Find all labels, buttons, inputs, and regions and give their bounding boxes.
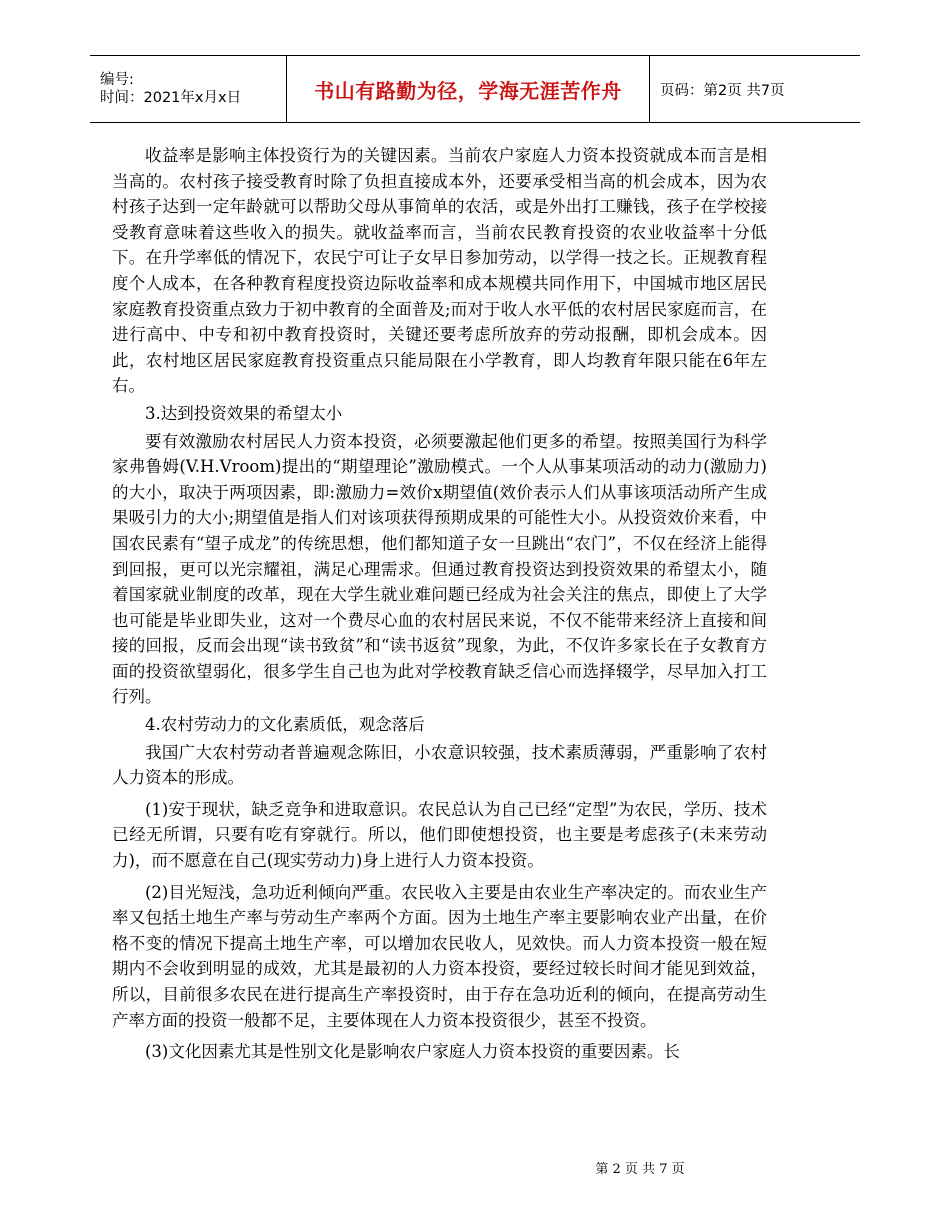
- header-meta: [90, 56, 286, 122]
- doc-time-label: 时间：2021年x月x日: [100, 90, 242, 106]
- section-heading-3: 3.达到投资效果的希望太小: [145, 403, 343, 423]
- paragraph-returns: 收益率是影响主体投资行为的关键因素。当前农户家庭人力资本投资就成本而言是相当高的。农村孩子接受教育时除了负担直接成本外，还要承受相当高的机会成本，因为农村孩子达到一定年龄就可以帮助父母从事简单的农活，或是外出打工赚钱，孩子在学校接受教育意味着这些收入的损失。就收益率而言，当前农民教育投资的农业收益率十分低下。在升学率低的情况下，农民宁可让子女早日参加劳动，以学得一技之长。正规教育程度个人成本，在各种教育程度投资边际收益率和成本规模共同作用下，中国城市地区居民家庭教育投资重点致力于初中教育的全面普及;而对于收人水平低的农村居民家庭而言，在进行高中、中专和初中教育投资时，关键还要考虑所放弃的劳动报酬，即机会成本。因此，农村地区居民家庭教育投资重点只能局限在小学教育，即人均教育年限只能在6年左右。: [112, 146, 767, 396]
- document-body: [112, 143, 767, 1065]
- paragraph-point-1: (1)安于现状，缺乏竞争和进取意识。农民总认为自己已经“定型”为农民，学历、技术已经无所谓，只要有吃有穿就行。所以，他们即使想投资，也主要是考虑孩子(未来劳动力)，而不愿意在自己(现实劳动力)身上进行人力资本投资。: [112, 799, 767, 871]
- page-header: [90, 55, 860, 123]
- paragraph-point-2: (2)目光短浅，急功近利倾向严重。农民收入主要是由农业生产率决定的。而农业生产率又包括土地生产率与劳动生产率两个方面。因为土地生产率主要影响农业产出量，在价格不变的情况下提高土地生产率，可以增加农民收人，见效快。而人力资本投资一般在短期内不会收到明显的成效，尤其是最初的人力资本投资，要经过较长时间才能见到效益，所以，目前很多农民在进行提高生产率投资时，由于存在急功近利的倾向，在提高劳动生产率方面的投资一般都不足，主要体现在人力资本投资很少，甚至不投资。: [112, 882, 767, 1030]
- doc-number-label: 编号:: [100, 72, 134, 88]
- section-heading-4: 4.农村劳动力的文化素质低，观念落后: [145, 715, 425, 735]
- header-page-cell: [650, 56, 860, 122]
- paragraph-point-3: (3)文化因素尤其是性别文化是影响农户家庭人力资本投资的重要因素。长: [145, 1042, 680, 1062]
- footer-page-number: 第 2 页 共 7 页: [595, 1162, 685, 1177]
- paragraph-expectancy: 要有效激励农村居民人力资本投资，必须要激起他们更多的希望。按照美国行为科学家弗鲁姆(V.H.Vroom)提出的“期望理论”激励模式。一个人从事某项活动的动力(激励力)的大小，取决于两项因素，即:激励力=效价x期望值(效价表示人们从事该项活动所产生成果吸引力的大小;期望值是指人们对该项获得预期成果的可能性大小。从投资效价来看，中国农民素有“望子成龙”的传统思想，他们都知道子女一旦跳出“农门”，不仅在经济上能得到回报，更可以光宗耀祖，满足心理需求。但通过教育投资达到投资效果的希望太小，随着国家就业制度的改革，现在大学生就业难问题已经成为社会关注的焦点，即使上了大学也可能是毕业即失业，这对一个费尽心血的农村居民来说，不仅不能带来经济上直接和间接的回报，反而会出现“读书致贫”和“读书返贫”现象，为此，不仅许多家长在子女教育方面的投资欲望弱化，很多学生自己也为此对学校教育缺乏信心而选择辍学，尽早加入打工行列。: [112, 431, 767, 707]
- header-motto: 书山有路勤为径，学海无涯苦作舟: [314, 78, 622, 103]
- page-footer: [0, 1158, 950, 1177]
- header-motto-cell: [286, 56, 650, 122]
- header-page-info: 页码：第2页 共7页: [660, 82, 785, 99]
- paragraph-labor-quality: 我国广大农村劳动者普遍观念陈旧，小农意识较强，技术素质薄弱，严重影响了农村人力资本的形成。: [112, 742, 767, 788]
